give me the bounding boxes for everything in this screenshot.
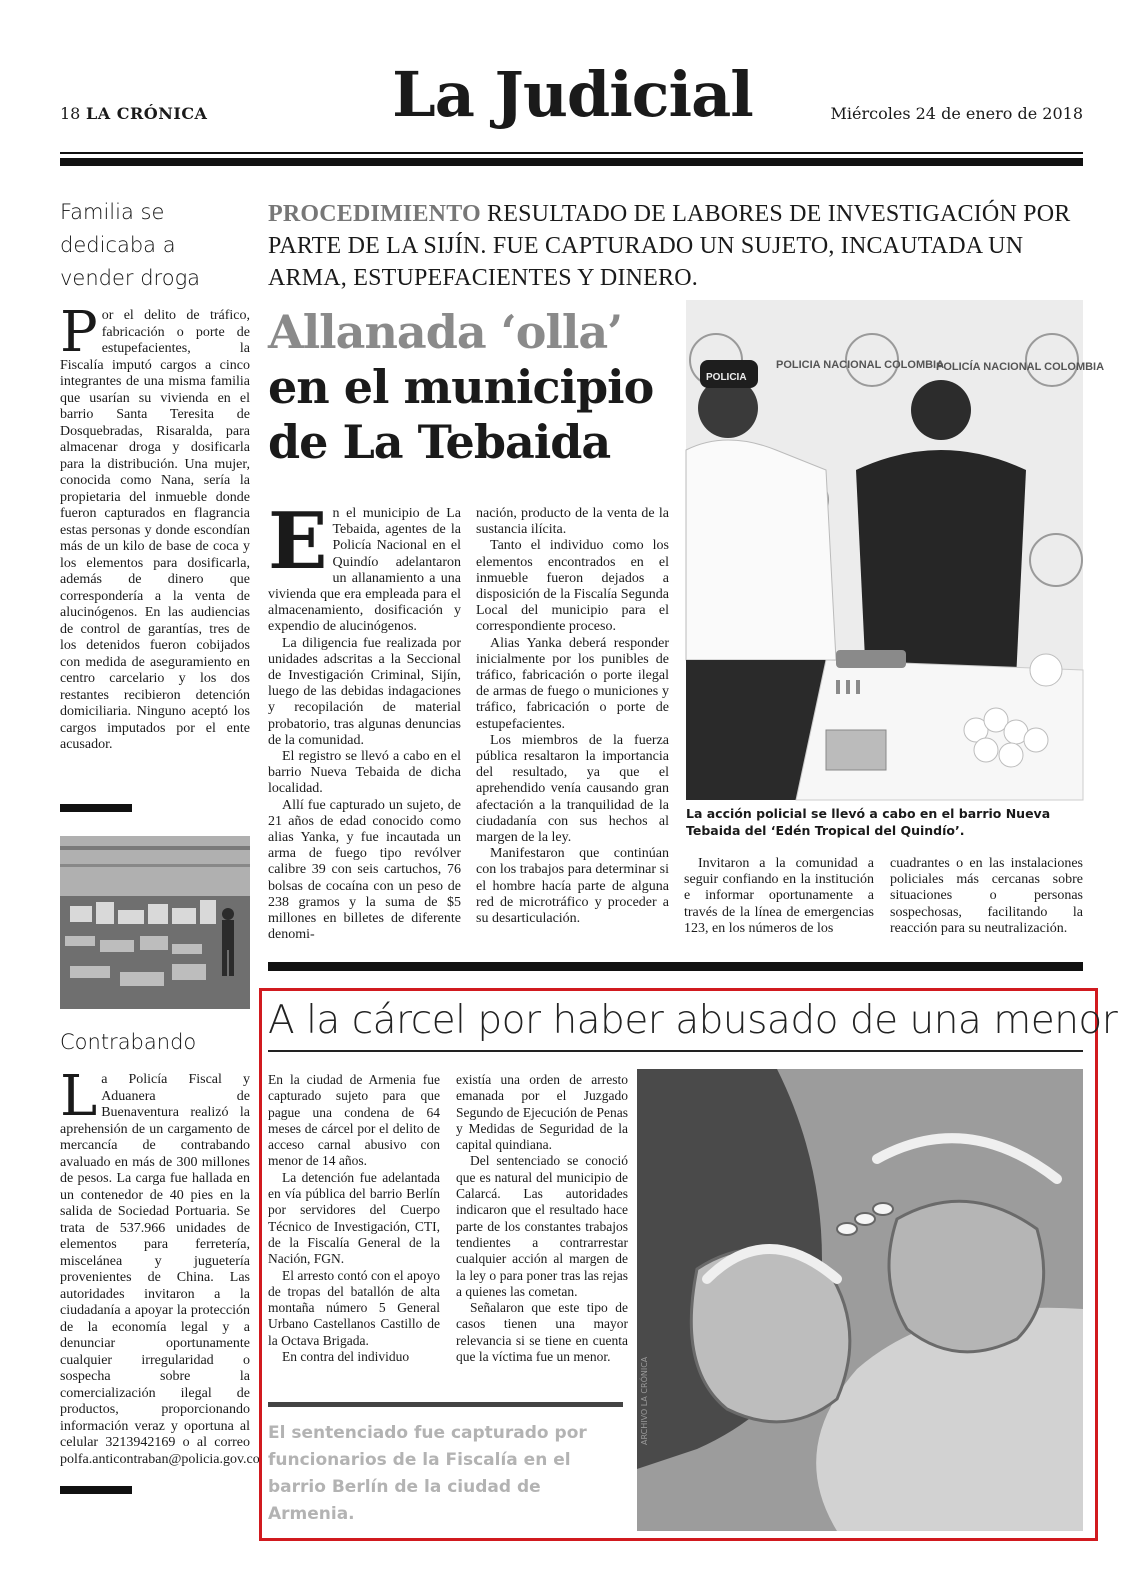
paragraph: La diligencia fue realizada por unidades adscritas a la Seccional de Investigación Criminal, Sijín, luego de las debidas indagaciones y recopilación de material probatorio, tras algunas denuncias de la comunidad.: [268, 635, 461, 748]
paragraph: El arresto contó con el apoyo de tropas del batallón de alta montaña número 5 General Urbano Castellanos Castillo de la Octava Brigada.: [268, 1267, 440, 1348]
brief-text: or el delito de tráfico, fabricación o porte de estupefacientes, la Fiscalía imputó cargos a cinco integrantes de una misma familia que usarían su vivienda en el barrio Santa Teresita de Dosquebradas, Risaralda, para almacenar droga y dosificarla para la distribución. Una mujer, conocida como Nana, sería la propietaria del inmueble donde fueron capturados en flagrancia estas personas y donde escondían más de un kilo de base de coca y los elementos para dosificarla, además de dinero que correspondería a la venta de alucinógenos. En las audiencias de control de garantías, tres de los detenidos fueron cobijados con medida de aseguramiento en centro carcelario y los dos restantes recibieron detención domiciliaria. Ninguno aceptó los cargos imputados por el ente acusador.: [60, 308, 250, 752]
paragraph: La detención fue adelantada en vía pública del barrio Berlín por servidores del Cuerpo Técnico de Investigación, CTI, de la Fiscalía General de la Nación, FGN.: [268, 1169, 440, 1267]
brief-body-familia: [60, 300, 250, 754]
kicker-text: RESULTADO DE LABORES DE INVESTIGACIÓN POR PARTE DE LA SIJÍN. FUE CAPTURADO UN SUJETO, INCAUTADA UN ARMA, ESTUPEFACIENTES Y DINERO.: [268, 201, 1071, 291]
paragraph: El registro se llevó a cabo en el barrio Nueva Tebaida de dicha localidad.: [268, 749, 461, 797]
headline-underline: [268, 1050, 1083, 1052]
story-column-1: [268, 496, 461, 943]
section-divider: [268, 962, 1083, 971]
police-scene-illustration: [686, 300, 1105, 800]
handcuffs-illustration: [637, 1069, 1083, 1531]
brief-divider: [60, 1486, 132, 1494]
handcuffs-photo: [637, 1069, 1083, 1531]
banner-text: POLICÍA NACIONAL COLOMBIA: [936, 361, 1105, 373]
boxed-headline: A la cárcel por haber abusado de una menor: [268, 998, 1118, 1043]
brief-headline-familia: Familia se dedicaba a vender droga: [60, 200, 201, 290]
photo-caption: La acción policial se llevó a cabo en el barrio Nueva Tebaida del ‘Edén Tropical del Quindío’.: [686, 806, 1051, 838]
dropcap: P: [60, 300, 98, 365]
issue-date: Miércoles 24 de enero de 2018: [830, 104, 1083, 123]
photo-credit: ARCHIVO LA CRÓNICA: [640, 1356, 649, 1445]
paragraph: Del sentenciado se conoció que es natural del municipio de Calarcá. Las autoridades indicaron que el resultado hace parte de los constantes trabajos tendientes a contrarrestar cualquier acción al margen de la ley o para poner tras las rejas a quienes las cometan.: [456, 1153, 628, 1299]
section-title: La Judicial: [392, 58, 753, 131]
paragraph: n el municipio de La Tebaida, agentes de la Policía Nacional en el Quindío adelantaron un allanamiento a una vivienda que era empleada para el almacenamiento, dosificación y expendio de alucinógenos.: [268, 506, 461, 635]
headline-gray: Allanada ‘olla’: [268, 305, 623, 359]
boxed-column-2: [456, 1072, 628, 1365]
paragraph: cuadrantes o en las instalaciones policiales más cercanas sobre situaciones o personas sospechosas, facilitando la reacción para su neutralización.: [890, 856, 1083, 936]
paragraph: existía una orden de arresto emanada por el Juzgado Segundo de Ejecución de Penas y Medidas de Seguridad de la capital quindiana.: [456, 1072, 628, 1153]
paragraph: Invitaron a la comunidad a seguir confiando en la institución e informar oportunamente a través de la línea de emergencias 123, en los números de los: [684, 856, 874, 936]
boxed-column-1: [268, 1072, 440, 1365]
paragraph: Señalaron que este tipo de casos tienen una mayor relevancia si se tiene en cuenta que la víctima fue un menor.: [456, 1300, 628, 1365]
newspaper-name: LA CRÓNICA: [86, 104, 208, 123]
warehouse-illustration: [60, 836, 250, 1009]
paragraph: En contra del individuo: [282, 1349, 410, 1365]
kicker-keyword: PROCEDIMIENTO: [268, 201, 481, 227]
brief-text: a Policía Fiscal y Aduanera de Buenaventura realizó la aprehensión de un cargamento de mercancía de contrabando avaluado en más de 300 millones de pesos. La carga fue hallada en un contenedor de 40 pies en la salida de Sociedad Portuaria. Se trata de 537.966 unidades de elementos para ferretería, miscelánea y juguetería provenientes de China. Las autoridades invitaron a la ciudadanía a apoyar la protección de la economía legal y a denunciar oportunamente cualquier irregularidad o sospecha sobre la comercialización ilegal de productos, proporcionando información veraz y oportuna al celular 3213942169 o al correo polfa.anticontraban@policia.gov.co: [60, 1072, 260, 1467]
paragraph: Allí fue capturado un sujeto, de 21 años de edad conocido como alias Yanka, y fue incautada un arma de fuego tipo revólver calibre 39 con seis cartuchos, 76 bolsas de cocaína con un peso de 238 gramos y la suma de $5 millones en billetes de diferente denomi-: [268, 797, 461, 943]
paragraph: nación, producto de la venta de la sustancia ilícita.: [476, 506, 669, 538]
headline-black: en el municipio de La Tebaida: [268, 360, 654, 469]
dropcap: E: [268, 496, 328, 587]
paragraph: Los miembros de la fuerza pública resaltaron la importancia del resultado, ya que el aprehendido venía causando gran afectación a la tranquilidad de la ciudadanía con sus hechos al margen de la ley.: [476, 732, 669, 846]
story-headline: [268, 305, 678, 470]
story-column-3: [684, 856, 874, 937]
paragraph: Manifestaron que continúan con los trabajos para determinar si el hombre hacía parte de alguna red de microtráfico y proceder a su desarticulación.: [476, 846, 669, 927]
paragraph: En la ciudad de Armenia fue capturado sujeto para que pague una condena de 64 meses de cárcel por el delito de acceso carnal abusivo con menor de 14 años.: [268, 1072, 440, 1169]
contraband-photo: [60, 836, 250, 1009]
page-number: 18: [60, 104, 81, 123]
masthead-rule-thin: [60, 152, 1083, 154]
story-column-2: [476, 506, 669, 927]
pull-quote: El sentenciado fue capturado por funcionarios de la Fiscalía en el barrio Berlín de la ciudad de Armenia.: [268, 1423, 587, 1524]
story-kicker: [268, 198, 1083, 294]
brief-body-contrabando: [60, 1064, 260, 1468]
cap-text: POLICIA: [706, 372, 747, 383]
brief-divider: [60, 804, 132, 812]
pull-quote-rule: [268, 1402, 623, 1407]
dropcap: L: [60, 1064, 98, 1129]
paragraph: Tanto el individuo como los elementos encontrados en el inmueble fueron dejados a disposición de la Fiscalía Segunda Local del municipio para el correspondiente proceso.: [476, 538, 669, 635]
story-column-4: [890, 856, 1083, 937]
police-photo: [686, 300, 1105, 800]
masthead-rule-thick: [60, 158, 1083, 166]
brief-headline-contrabando: Contrabando: [60, 1030, 197, 1054]
paragraph: Alias Yanka deberá responder inicialmente por los punibles de tráfico, fabricación o porte ilegal de armas de fuego o municiones y tráfico, fabricación o porte de estupefacientes.: [476, 635, 669, 732]
banner-text: POLICIA NACIONAL COLOMBIA: [776, 359, 945, 371]
